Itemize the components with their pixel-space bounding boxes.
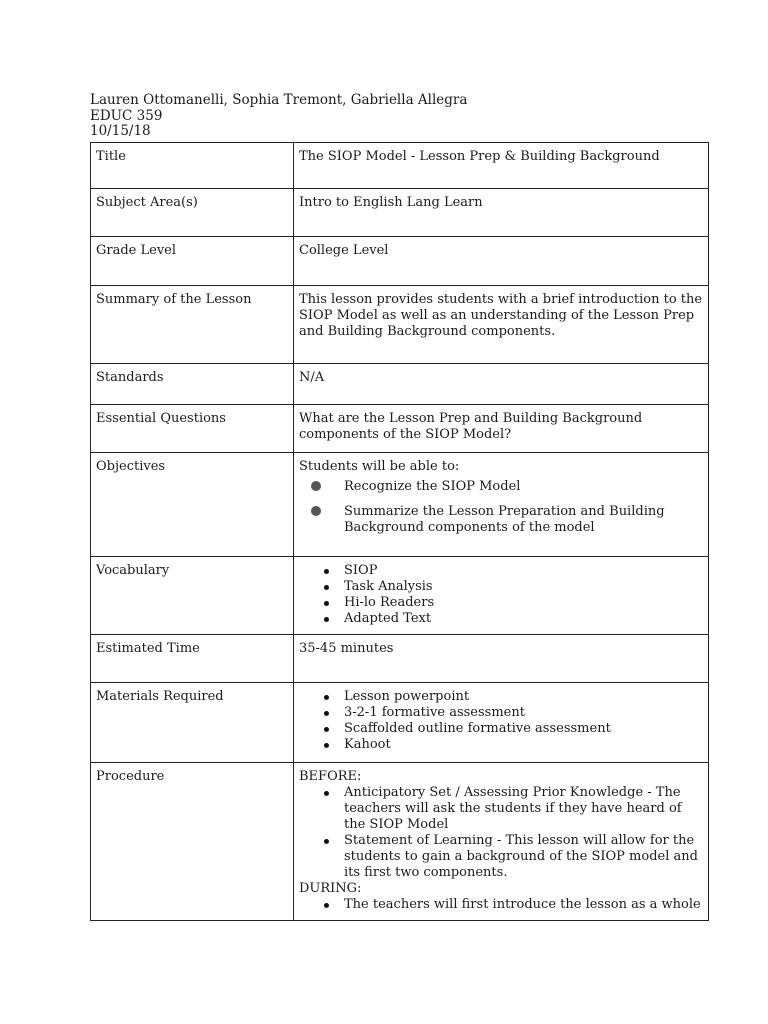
row-estimated-time <box>91 635 709 683</box>
procedure-label: Procedure <box>91 763 294 921</box>
list-item: The teachers will first introduce the lesson as a whole <box>344 897 703 913</box>
list-item: Adapted Text <box>344 611 703 627</box>
authors: Lauren Ottomanelli, Sophia Tremont, Gabriella Allegra <box>90 92 468 108</box>
row-objectives <box>91 453 709 557</box>
list-item: Recognize the SIOP Model <box>344 479 703 495</box>
procedure-during-heading: DURING: <box>299 881 362 896</box>
summary-value: This lesson provides students with a brief introduction to the SIOP Model as well as an understanding of the Lesson Prep and Building Background components. <box>294 286 709 364</box>
list-item: SIOP <box>344 563 703 579</box>
list-item: Anticipatory Set / Assessing Prior Knowledge - The teachers will ask the students if they have heard of the SIOP Model <box>344 785 703 833</box>
standards-value: N/A <box>294 364 709 405</box>
procedure-during-list <box>299 897 703 913</box>
time-value: 35-45 minutes <box>294 635 709 683</box>
document-header <box>90 93 467 140</box>
row-procedure <box>91 763 709 921</box>
row-grade <box>91 237 709 286</box>
materials-list <box>299 689 703 753</box>
title-label: Title <box>91 143 294 189</box>
lesson-plan-table <box>90 142 709 921</box>
date: 10/15/18 <box>90 123 151 139</box>
procedure-value <box>294 763 709 921</box>
time-label: Estimated Time <box>91 635 294 683</box>
list-item: Lesson powerpoint <box>344 689 703 705</box>
objectives-label: Objectives <box>91 453 294 557</box>
row-summary <box>91 286 709 364</box>
grade-value: College Level <box>294 237 709 286</box>
list-item: Task Analysis <box>344 579 703 595</box>
subject-label: Subject Area(s) <box>91 189 294 237</box>
procedure-before-list <box>299 785 703 881</box>
objectives-value <box>294 453 709 557</box>
vocabulary-label: Vocabulary <box>91 557 294 635</box>
row-essential-questions <box>91 405 709 453</box>
vocabulary-list <box>299 563 703 627</box>
subject-value: Intro to English Lang Learn <box>294 189 709 237</box>
summary-label: Summary of the Lesson <box>91 286 294 364</box>
materials-label: Materials Required <box>91 683 294 763</box>
title-value: The SIOP Model - Lesson Prep & Building Background <box>294 143 709 189</box>
row-title <box>91 143 709 189</box>
row-subject <box>91 189 709 237</box>
row-vocabulary <box>91 557 709 635</box>
list-item: 3-2-1 formative assessment <box>344 705 703 721</box>
grade-label: Grade Level <box>91 237 294 286</box>
materials-value <box>294 683 709 763</box>
list-item: Statement of Learning - This lesson will allow for the students to gain a background of the SIOP model and its first two components. <box>344 833 703 881</box>
essential-value: What are the Lesson Prep and Building Background components of the SIOP Model? <box>294 405 709 453</box>
list-item: Kahoot <box>344 737 703 753</box>
procedure-before-heading: BEFORE: <box>299 769 362 784</box>
list-item: Summarize the Lesson Preparation and Building Background components of the model <box>344 504 703 536</box>
essential-label: Essential Questions <box>91 405 294 453</box>
list-item: Hi-lo Readers <box>344 595 703 611</box>
course-code: EDUC 359 <box>90 107 163 124</box>
objectives-intro: Students will be able to: <box>299 459 460 474</box>
vocabulary-value <box>294 557 709 635</box>
row-materials <box>91 683 709 763</box>
objectives-list <box>299 479 703 536</box>
row-standards <box>91 364 709 405</box>
list-item: Scaffolded outline formative assessment <box>344 721 703 737</box>
standards-label: Standards <box>91 364 294 405</box>
